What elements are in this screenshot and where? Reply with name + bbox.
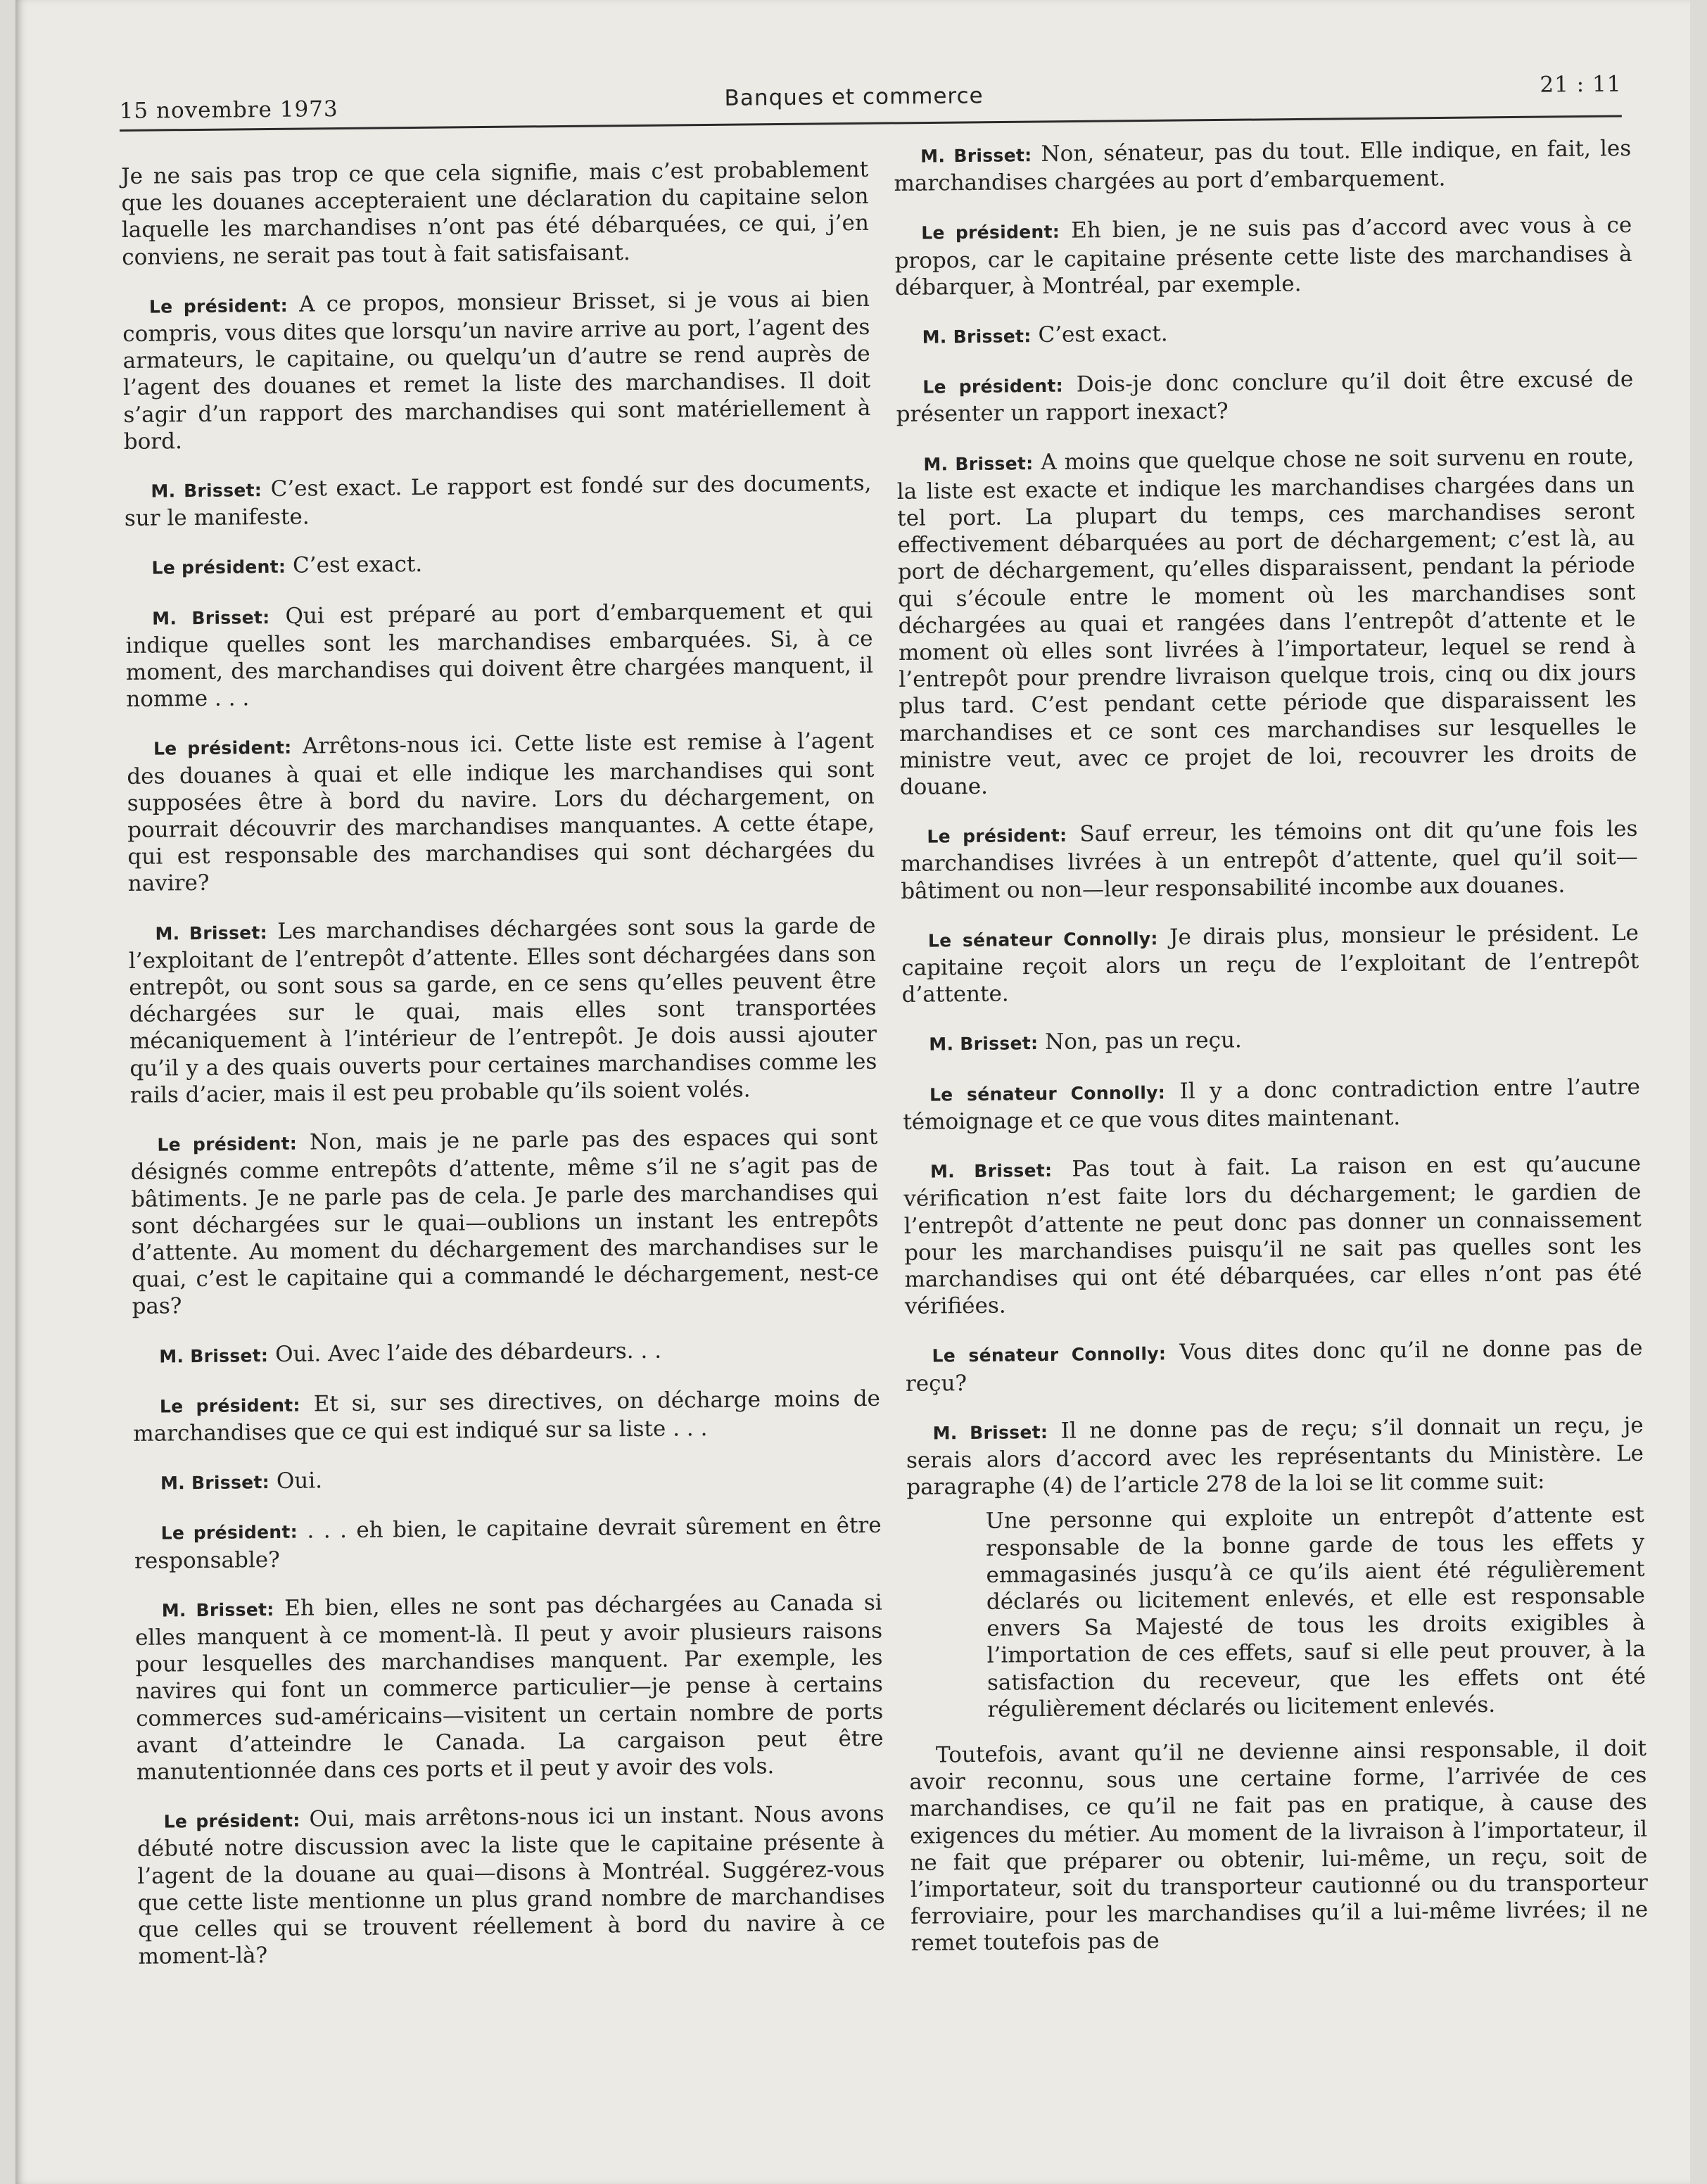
left-column: [121, 156, 886, 1992]
speaker-label: Le président:: [148, 295, 288, 317]
paragraph-text: Eh bien, je ne suis pas d’accord avec vous à ce propos, car le capitaine présente cette liste des marchandises à débarquer, à Montréal, par exemple.: [894, 212, 1632, 300]
paragraph-text: A ce propos, monsieur Brisset, si je vous ai bien compris, vous dites que lorsqu’un navire arrive au port, l’agent des armateurs, le capitaine, ou quelqu’un d’autre se rend auprès de l’agent des douanes et remet la liste des marchandises. Il doit s’agir d’un rapport des marchandises qui sont matériellement à bord.: [122, 286, 871, 455]
paragraph: [128, 912, 877, 1109]
paragraph-text: . . . eh bien, le capitaine devrait sûrement en être responsable?: [134, 1513, 882, 1574]
speaker-label: M. Brisset:: [155, 922, 268, 944]
speaker-label: M. Brisset:: [161, 1599, 274, 1621]
speaker-label: Le sénateur Connolly:: [932, 1343, 1167, 1366]
speaker-label: Le président:: [157, 1133, 298, 1155]
speaker-label: M. Brisset:: [929, 1033, 1039, 1055]
paragraph-text: Il ne donne pas de reçu; s’il donnait un reçu, je serais alors d’accord avec les représentants du Ministère. Le paragraphe (4) de l’article 278 de la loi se lit comme suit:: [906, 1412, 1644, 1501]
right-dialogue: [894, 135, 1644, 1501]
paragraph: [132, 1335, 880, 1370]
speaker-label: Le président:: [921, 222, 1060, 244]
speaker-label: Le sénateur Connolly:: [927, 928, 1158, 951]
speaker-label: M. Brisset:: [151, 480, 262, 502]
paragraph-text: Oui. Avec l’aide des débardeurs. . .: [274, 1338, 662, 1367]
speaker-label: M. Brisset:: [152, 607, 270, 629]
speaker-label: M. Brisset:: [159, 1345, 269, 1367]
paragraph: [896, 366, 1634, 428]
paragraph: [894, 212, 1632, 301]
paragraph-text: Sauf erreur, les témoins ont dit qu’une fois les marchandises livrées à un entrepôt d’attente, quel qu’il soit—bâtiment ou non—leur responsabilité incombe aux douanes.: [900, 816, 1638, 904]
paragraph-text: Pas tout à fait. La raison en est qu’aucune vérification n’est faite lors du déchargement; le gardien de l’entrepôt d’attente ne peut donc pas donner un connaissement pour les marchandises puisqu’il ne sait pas quelles sont les marchandises qui ont été débarquées, car elles n’ont pas été vérifiées.: [903, 1150, 1642, 1320]
paragraph-text: C’est exact. Le rapport est fondé sur des documents, sur le manifeste.: [124, 470, 872, 532]
speaker-label: M. Brisset:: [923, 452, 1034, 475]
speaker-label: Le président:: [163, 1810, 300, 1832]
right-column: [894, 135, 1649, 1979]
block-quote: Une personne qui exploite un entrepôt d’attente est responsable de la bonne garde de tous les effets y emmagasinés jusqu’à ce qu’ils aient été régulièrement déclarés ou licitement enlevés, et elle est responsable envers Sa Majesté de tous les droits exigibles à l’importation de ces effets, sauf si elle peut prouver, à la satisfaction du receveur, que les effets ont été régulièrement déclarés ou licitement enlevés.: [985, 1502, 1646, 1722]
speaker-label: Le président:: [160, 1522, 298, 1544]
paragraph-text: Qui est préparé au port d’embarquement et qui indique quelles sont les marchandises embarquées. Si, à ce moment, des marchandises qui doivent être chargées manquent, il nomme . . .: [125, 597, 874, 713]
paragraph-text: Je ne sais pas trop ce que cela signifie, mais c’est probablement que les douanes accepteraient une déclaration du capitaine selon laquelle les marchandises n’ont pas été débarquées, ce qui, j’en conviens, ne serait pas tout à fait satisfaisant.: [121, 156, 870, 270]
paragraph-text: Vous dites donc qu’il ne donne pas de reçu?: [905, 1335, 1643, 1397]
closing-paragraph: Toutefois, avant qu’il ne devienne ainsi responsable, il doit avoir reconnu, sous une certaine forme, l’arrivée de ces marchandises, ce qu’il ne fait pas en pratique, à cause des exigences du métier. Au moment de la livraison à l’importateur, il ne fait que préparer ou obtenir, lui-même, un reçu, soit de l’importateur, soit du transporteur cautionné ou du transporteur ferroviaire, pour les marchandises qu’il a lui-même livrées; il ne remet toutefois pas de: [909, 1735, 1649, 1957]
paragraph-text: Les marchandises déchargées sont sous la garde de l’exploitant de l’entrepôt d’attente. Elles sont déchargées dans son entrepôt, ou sont sous sa garde, en ce sens qu’elles peuvent être déchargées sur le quai, mais elles sont transportées mécaniquement à l’intérieur de l’entrepôt. Je dois aussi ajouter qu’il y a des quais ouverts pour certaines marchandises comme les rails d’acier, mais il est peu probable qu’ils soient volés.: [128, 913, 877, 1108]
speaker-label: M. Brisset:: [160, 1472, 270, 1494]
speaker-label: Le président:: [922, 375, 1064, 398]
speaker-label: Le président:: [159, 1395, 300, 1417]
paragraph: [896, 443, 1637, 801]
paragraph: [135, 1589, 884, 1786]
paragraph-text: Je dirais plus, monsieur le président. Le capitaine reçoit alors un reçu de l’exploitant de l’entrepôt d’attente.: [901, 920, 1639, 1008]
paragraph-text: Oui, mais arrêtons-nous ici un instant. Nous avons débuté notre discussion avec la liste que le capitaine présente à l’agent de la douane au quai—disons à Montréal. Suggérez-vous que cette liste mentionne un plus grand nombre de marchandises que celles qui se trouvent réellement à bord du navire à ce moment-là?: [137, 1801, 886, 1970]
paragraph: [894, 135, 1632, 197]
paragraph: [895, 316, 1632, 351]
paragraph-text: Il y a donc contradiction entre l’autre témoignage et ce que vous dites maintenant.: [903, 1074, 1641, 1135]
paragraph: [906, 1412, 1644, 1502]
paragraph-text: Arrêtons-nous ici. Cette liste est remise à l’agent des douanes à quai et elle indique les marchandises qui sont supposées être à bord du navire. Lors du déchargement, on pourrait découvrir des marchandises manquantes. A cette étape, qui est responsable des marchandises qui sont déchargées du navire?: [127, 728, 875, 897]
paragraph: [901, 920, 1639, 1009]
header-date: 15 novembre 1973: [119, 96, 338, 125]
paragraph: [137, 1801, 885, 1970]
page-number: 21 : 11: [1540, 71, 1622, 98]
speaker-label: M. Brisset:: [929, 1160, 1053, 1182]
paragraph: [121, 156, 869, 271]
speaker-label: Le président:: [927, 825, 1067, 847]
paragraph: [125, 547, 872, 582]
paragraph: [125, 597, 873, 713]
paragraph: [903, 1074, 1641, 1136]
speaker-label: Le président:: [151, 557, 286, 579]
running-header: [119, 69, 1622, 132]
paragraph-text: Non, mais je ne parle pas des espaces qui sont désignés comme entrepôts d’attente, même s’il ne s’agit pas de bâtiments. Je ne parle pas de cela. Je parle des marchandises qui sont déchargées sur le quai—oublions un instant les entrepôts d’attente. Au moment du déchargement des marchandises sur le quai, c’est le capitaine qui a commandé le déchargement, nest-ce pas?: [130, 1124, 880, 1320]
speaker-label: Le président:: [153, 737, 292, 760]
paragraph-text: Oui.: [276, 1468, 323, 1494]
paragraph: [900, 815, 1638, 905]
paragraph-text: Eh bien, elles ne sont pas déchargées au Canada si elles manquent à ce moment-là. Il peut y avoir plusieurs raisons pour lesquelles des marchandises manquent. Par exemple, les navires qui font un commerce particulier—je pense à certains commerces sud-américains—visitent un certain nombre de ports avant d’atteindre le Canada. La cargaison peut être manutentionnée dans ces ports et il peut y avoir des vols.: [134, 1589, 884, 1785]
paragraph-text: Dois-je donc conclure qu’il doit être excusé de présenter un rapport inexact?: [896, 367, 1634, 428]
paragraph: [124, 470, 872, 533]
paragraph-text: Non, sénateur, pas du tout. Elle indique, en fait, les marchandises chargées au port d’embarquement.: [894, 135, 1632, 197]
paragraph: [903, 1150, 1642, 1320]
paragraph: [130, 1124, 880, 1321]
paragraph: [902, 1023, 1639, 1058]
paragraph-text: C’est exact.: [292, 552, 423, 579]
paragraph-text: Et si, sur ses directives, on décharge moins de marchandises que ce qui est indiqué sur sa liste . . .: [133, 1385, 881, 1447]
speaker-label: Le sénateur Connolly:: [929, 1082, 1166, 1105]
paragraph: [134, 1512, 882, 1575]
paragraph: [133, 1385, 881, 1447]
document-page: [15, 0, 1690, 2184]
header-title: Banques et commerce: [724, 83, 984, 111]
paragraph: [127, 728, 875, 897]
speaker-label: M. Brisset:: [932, 1421, 1048, 1444]
paragraph-text: A moins que quelque chose ne soit survenu en route, la liste est exacte et indique les marchandises chargées dans un tel port. La plupart du temps, ces marchandises seront effectivement débarquées au port de déchargement; c’est là, au port de déchargement, qu’elles disparaissent, pendant la période qui s’écoule entre le moment où les marchandises sont déchargées au quai et rangées dans l’entrepôt d’attente et le moment où elles sont livrées à l’importateur, lequel se rend à l’entrepôt pour prendre livraison quelque trois, cinq ou dix jours plus tard. C’est pendant cette période que disparaissent les marchandises et ce sont ces marchandises sur lesquelles le ministre veut, avec ce projet de loi, recouvrer les droits de douane.: [896, 443, 1637, 801]
speaker-label: M. Brisset:: [920, 145, 1032, 167]
paragraph: [905, 1335, 1643, 1397]
paragraph-text: Non, pas un reçu.: [1044, 1027, 1242, 1055]
paragraph-text: C’est exact.: [1038, 321, 1168, 348]
paragraph: [134, 1462, 881, 1497]
paragraph: [122, 286, 871, 455]
speaker-label: M. Brisset:: [922, 326, 1032, 348]
